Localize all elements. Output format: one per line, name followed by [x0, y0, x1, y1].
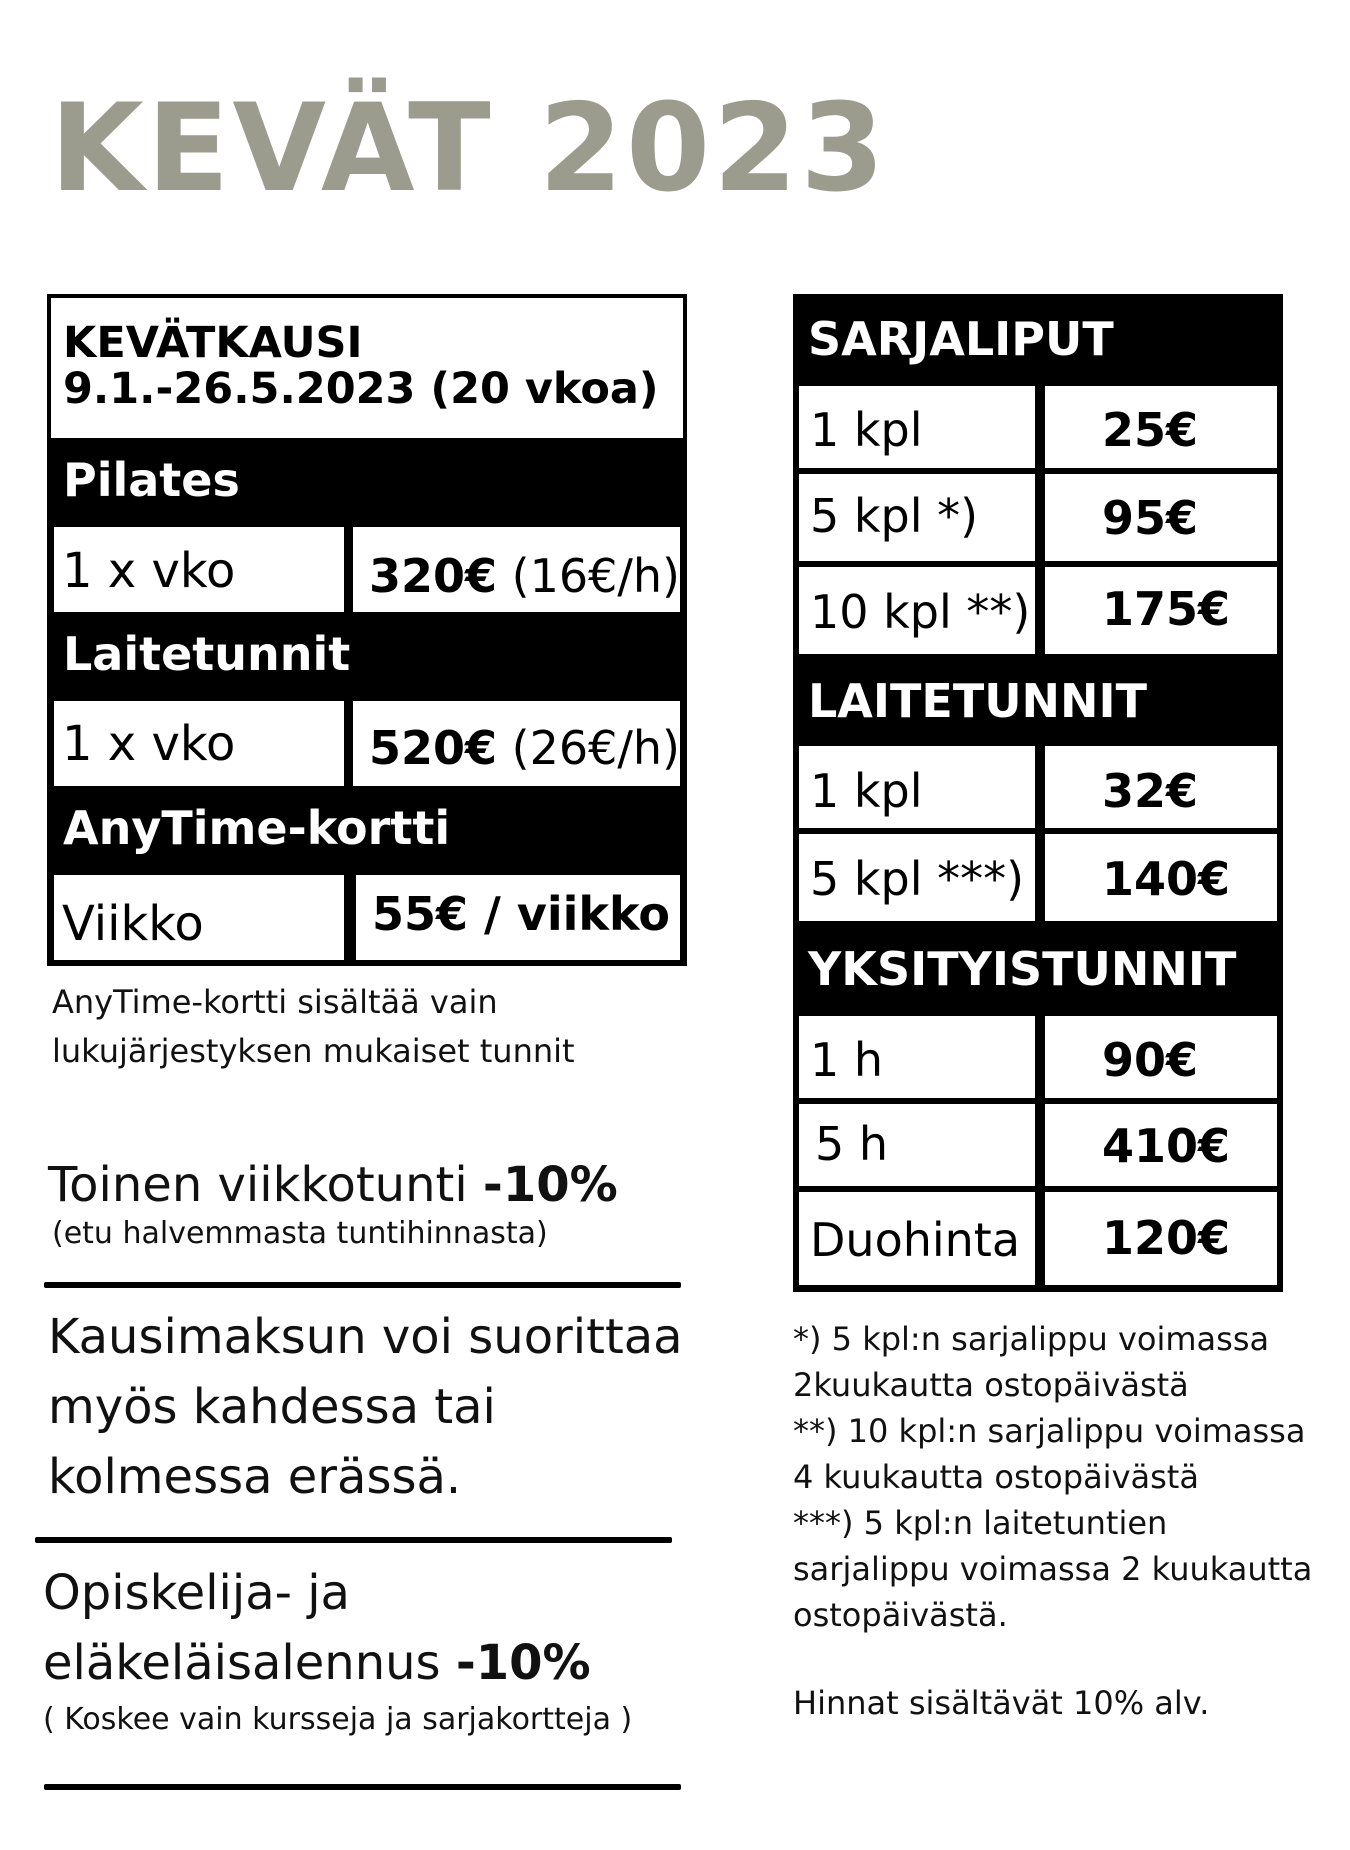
section-sarjaliput: SARJALIPUT — [808, 312, 1114, 366]
section-yksityistunnit: YKSITYISTUNNIT — [808, 942, 1237, 996]
student-discount-value: -10% — [455, 1635, 591, 1691]
price-value: 320€ — [369, 549, 498, 603]
divider — [44, 1282, 681, 1288]
section-laitetunnit: Laitetunnit — [51, 612, 683, 697]
student-discount-note: ( Koskee vain kursseja ja sarjakortteja ) — [43, 1702, 633, 1737]
footnote-line: *) 5 kpl:n sarjalippu voimassa — [793, 1320, 1270, 1358]
price-detail: (16€/h) — [497, 549, 680, 603]
row-price: 95€ — [1045, 474, 1277, 561]
anytime-note-line: AnyTime-kortti sisältää vain — [52, 983, 498, 1021]
section-laitetunnit: LAITETUNNIT — [808, 674, 1148, 728]
ticket-price-table — [793, 294, 1283, 1292]
row-price: 90€ — [1045, 1016, 1277, 1098]
row-label: 1 x vko — [54, 701, 344, 786]
row-label: 5 h — [799, 1104, 1035, 1186]
season-dates: 9.1.-26.5.2023 (20 vkoa) — [63, 364, 659, 414]
row-price: 175€ — [1045, 567, 1277, 654]
row-price — [353, 701, 680, 786]
footnote-line: sarjalippu voimassa 2 kuukautta — [793, 1550, 1313, 1588]
footnote-line: 2kuukautta ostopäivästä — [793, 1366, 1189, 1404]
row-price: 410€ — [1045, 1104, 1277, 1186]
row-label: 5 kpl ***) — [799, 834, 1035, 921]
row-price — [353, 527, 680, 612]
footnote-line: ostopäivästä. — [793, 1596, 1008, 1634]
student-text: eläkeläisalennus — [43, 1635, 456, 1691]
season-header — [51, 298, 683, 438]
section-pilates: Pilates — [51, 438, 683, 523]
installments-note — [48, 1302, 688, 1512]
table-row — [51, 701, 683, 786]
table-row — [51, 875, 683, 960]
vat-note: Hinnat sisältävät 10% alv. — [793, 1684, 1210, 1722]
student-line — [43, 1628, 693, 1698]
divider — [44, 1784, 681, 1790]
anytime-note-line: lukujärjestyksen mukaiset tunnit — [52, 1032, 575, 1070]
row-label: 1 kpl — [799, 746, 1035, 828]
row-price: 140€ — [1045, 834, 1277, 921]
footnote-line: **) 10 kpl:n sarjalippu voimassa — [793, 1412, 1306, 1450]
price-value: 55€ / viikko — [372, 887, 670, 941]
row-price: 32€ — [1045, 746, 1277, 828]
season-price-table — [47, 294, 687, 966]
installments-line: Kausimaksun voi suorittaa — [48, 1309, 683, 1365]
footnotes — [793, 1316, 1313, 1638]
row-label: 1 kpl — [799, 386, 1035, 468]
row-price: 25€ — [1045, 386, 1277, 468]
divider — [35, 1537, 672, 1543]
price-detail: (26€/h) — [497, 721, 680, 775]
row-label: 10 kpl **) — [799, 567, 1035, 654]
page-title: KEVÄT 2023 — [50, 78, 888, 219]
anytime-note — [52, 978, 652, 1076]
row-label: 1 x vko — [54, 527, 344, 612]
installments-line: myös kahdessa tai — [48, 1379, 496, 1435]
student-discount — [43, 1558, 693, 1698]
second-class-note: (etu halvemmasta tuntihinnasta) — [52, 1216, 548, 1251]
installments-line: kolmessa erässä. — [48, 1449, 462, 1505]
table-row — [51, 527, 683, 612]
season-heading: KEVÄTKAUSI — [63, 318, 363, 368]
footnote-line: 4 kuukautta ostopäivästä — [793, 1458, 1199, 1496]
section-anytime: AnyTime-kortti — [51, 786, 683, 871]
row-label: Viikko — [54, 875, 344, 960]
footnote-line: ***) 5 kpl:n laitetuntien — [793, 1504, 1168, 1542]
row-label: 5 kpl *) — [799, 474, 1035, 561]
price-value: 520€ — [369, 721, 498, 775]
discount-value: -10% — [482, 1157, 618, 1213]
student-line: Opiskelija- ja — [43, 1565, 350, 1621]
row-price — [356, 875, 680, 960]
row-label: 1 h — [799, 1016, 1035, 1098]
discount-text: Toinen viikkotunti — [48, 1157, 483, 1213]
row-label: Duohinta — [799, 1192, 1035, 1285]
row-price: 120€ — [1045, 1192, 1277, 1285]
second-class-discount — [48, 1150, 618, 1220]
